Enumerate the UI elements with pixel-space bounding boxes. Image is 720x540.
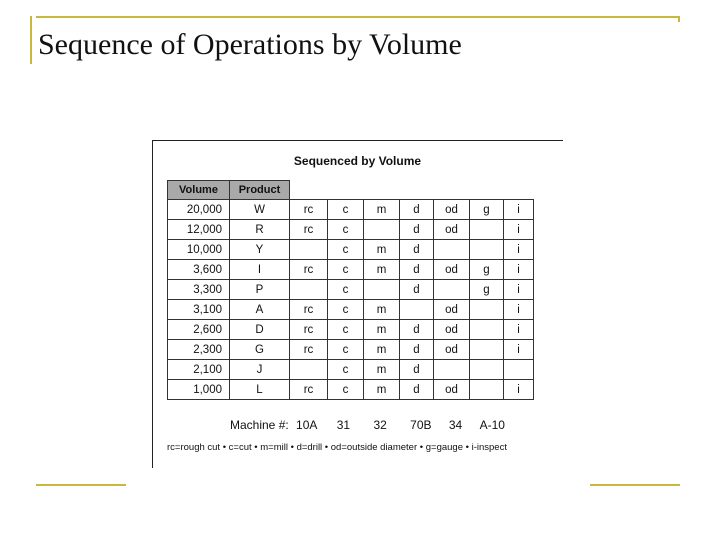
product-cell: R <box>230 220 290 240</box>
table-row <box>168 380 534 400</box>
operation-cell: rc <box>290 380 328 400</box>
operation-cell: od <box>434 300 470 320</box>
legend-text: rc=rough cut • c=cut • m=mill • d=drill • od=outside diameter • g=gauge • i-inspect <box>167 442 507 453</box>
operation-cell: rc <box>290 320 328 340</box>
operation-cell: i <box>504 380 534 400</box>
operation-cell <box>470 320 504 340</box>
table-row <box>168 360 534 380</box>
header-spacer <box>290 181 534 200</box>
operation-cell: c <box>328 380 364 400</box>
product-cell: J <box>230 360 290 380</box>
operation-cell: rc <box>290 220 328 240</box>
operation-cell: c <box>328 260 364 280</box>
machine-row <box>230 418 505 432</box>
bottom-left-rule <box>36 484 126 486</box>
operation-cell: m <box>364 240 400 260</box>
product-cell: A <box>230 300 290 320</box>
operation-cell <box>434 240 470 260</box>
operation-cell <box>290 240 328 260</box>
volume-cell: 10,000 <box>168 240 230 260</box>
operation-cell: i <box>504 200 534 220</box>
header-row <box>168 181 534 200</box>
operation-cell <box>470 360 504 380</box>
operations-table <box>167 180 534 400</box>
operation-cell <box>434 280 470 300</box>
operation-cell: c <box>328 280 364 300</box>
volume-cell: 3,600 <box>168 260 230 280</box>
operation-cell: od <box>434 380 470 400</box>
operation-cell: d <box>400 240 434 260</box>
machine-number: 70B <box>410 418 432 432</box>
product-cell: W <box>230 200 290 220</box>
table-row <box>168 260 534 280</box>
machine-number: 10A <box>296 418 318 432</box>
operation-cell: g <box>470 260 504 280</box>
operation-cell <box>434 360 470 380</box>
operation-cell: od <box>434 320 470 340</box>
operation-cell: i <box>504 240 534 260</box>
table-body <box>168 200 534 400</box>
operation-cell: od <box>434 340 470 360</box>
operation-cell <box>470 380 504 400</box>
operation-cell: c <box>328 340 364 360</box>
volume-cell: 12,000 <box>168 220 230 240</box>
operation-cell: m <box>364 320 400 340</box>
operation-cell: rc <box>290 200 328 220</box>
operation-cell: g <box>470 280 504 300</box>
top-rule <box>36 16 678 18</box>
table-title: Sequenced by Volume <box>293 154 422 168</box>
operation-cell: m <box>364 260 400 280</box>
volume-cell: 2,600 <box>168 320 230 340</box>
operation-cell: m <box>364 380 400 400</box>
operation-cell: d <box>400 280 434 300</box>
table-row <box>168 280 534 300</box>
operation-cell: d <box>400 380 434 400</box>
table-row <box>168 340 534 360</box>
operation-cell <box>470 220 504 240</box>
operation-cell: c <box>328 360 364 380</box>
operation-cell <box>470 240 504 260</box>
operation-cell: d <box>400 200 434 220</box>
product-cell: Y <box>230 240 290 260</box>
operation-cell: d <box>400 320 434 340</box>
volume-cell: 20,000 <box>168 200 230 220</box>
operation-cell: i <box>504 260 534 280</box>
operation-cell: i <box>504 220 534 240</box>
machine-number: 31 <box>336 418 351 432</box>
table-row <box>168 240 534 260</box>
operation-cell: c <box>328 240 364 260</box>
machine-number: 34 <box>448 418 463 432</box>
machine-label: Machine #: <box>230 418 289 432</box>
slide-title: Sequence of Operations by Volume <box>38 28 462 61</box>
operation-cell: c <box>328 220 364 240</box>
operation-cell: d <box>400 260 434 280</box>
operation-cell: m <box>364 360 400 380</box>
table-row <box>168 220 534 240</box>
operation-cell: i <box>504 340 534 360</box>
table-row <box>168 300 534 320</box>
product-cell: D <box>230 320 290 340</box>
operation-cell: c <box>328 200 364 220</box>
operation-cell: c <box>328 300 364 320</box>
volume-cell: 2,300 <box>168 340 230 360</box>
table-row <box>168 320 534 340</box>
table-row <box>168 200 534 220</box>
operation-cell: rc <box>290 300 328 320</box>
operation-cell: rc <box>290 340 328 360</box>
top-right-tick <box>678 16 680 22</box>
operation-cell <box>290 360 328 380</box>
operation-cell: d <box>400 220 434 240</box>
product-cell: P <box>230 280 290 300</box>
bottom-right-rule <box>590 484 680 486</box>
operation-cell: rc <box>290 260 328 280</box>
operation-cell: i <box>504 320 534 340</box>
operation-cell <box>364 280 400 300</box>
operation-cell: g <box>470 200 504 220</box>
operation-cell: d <box>400 360 434 380</box>
volume-cell: 3,300 <box>168 280 230 300</box>
operation-cell: m <box>364 300 400 320</box>
machine-number: A-10 <box>479 418 505 432</box>
operation-cell <box>470 300 504 320</box>
column-header-product: Product <box>230 181 290 200</box>
scanned-table-image <box>152 140 563 468</box>
product-cell: G <box>230 340 290 360</box>
operation-cell <box>504 360 534 380</box>
product-cell: I <box>230 260 290 280</box>
operation-cell <box>470 340 504 360</box>
operation-cell <box>400 300 434 320</box>
operation-cell: d <box>400 340 434 360</box>
machine-number: 32 <box>373 418 387 432</box>
operation-cell: od <box>434 200 470 220</box>
operation-cell: od <box>434 220 470 240</box>
operation-cell: i <box>504 300 534 320</box>
volume-cell: 3,100 <box>168 300 230 320</box>
product-cell: L <box>230 380 290 400</box>
operation-cell: c <box>328 320 364 340</box>
top-left-tick <box>30 16 32 64</box>
operation-cell: m <box>364 340 400 360</box>
operation-cell: i <box>504 280 534 300</box>
operation-cell: m <box>364 200 400 220</box>
column-header-volume: Volume <box>168 181 230 200</box>
operation-cell <box>290 280 328 300</box>
operation-cell: od <box>434 260 470 280</box>
volume-cell: 2,100 <box>168 360 230 380</box>
volume-cell: 1,000 <box>168 380 230 400</box>
operation-cell <box>364 220 400 240</box>
